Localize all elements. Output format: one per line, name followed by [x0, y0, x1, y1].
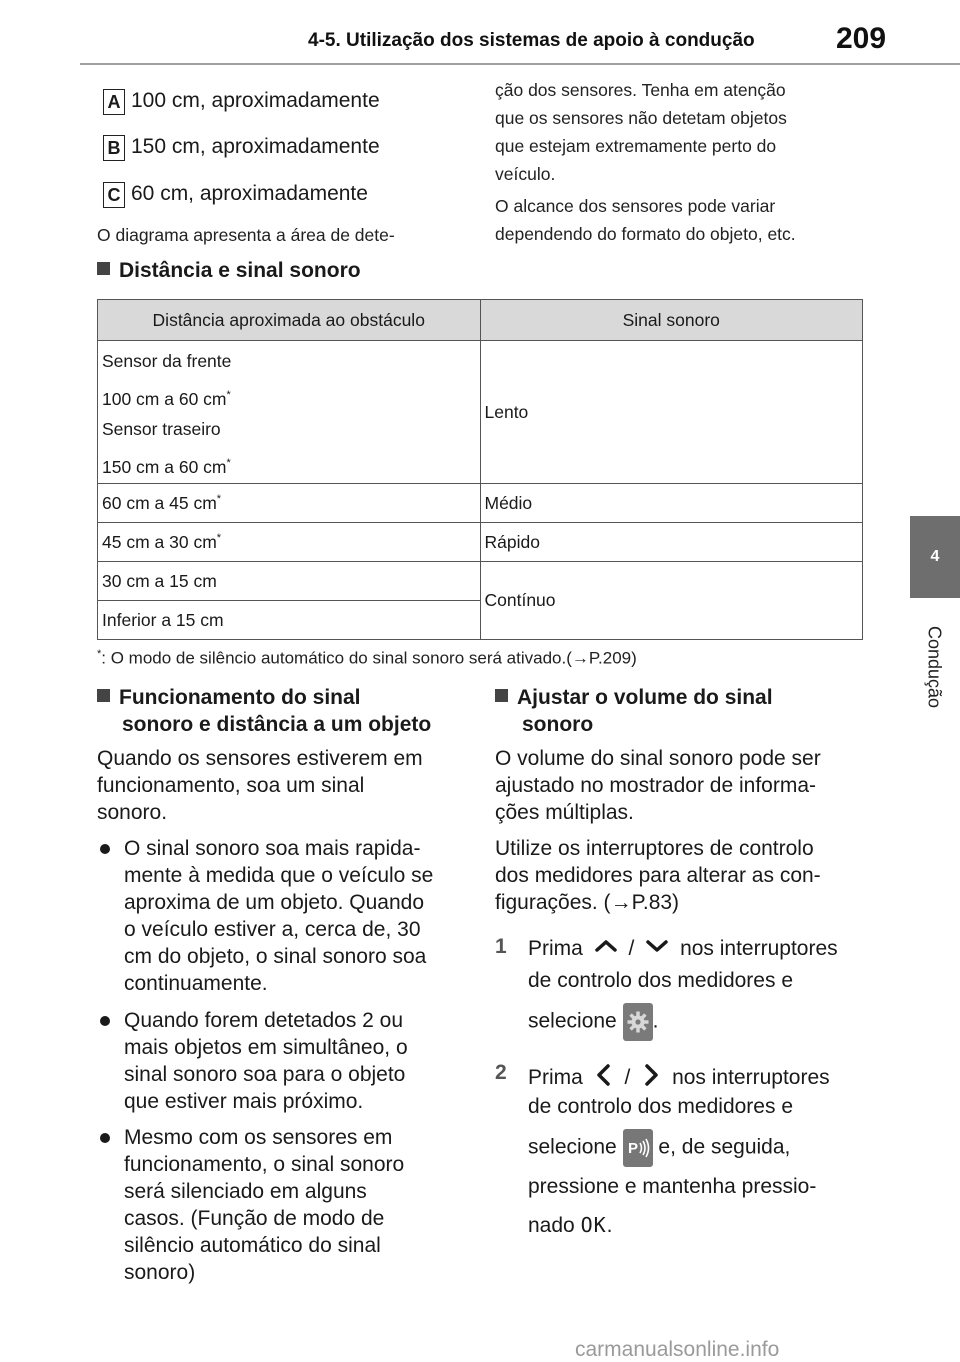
label-c-text: 60 cm, aproximadamente: [131, 182, 368, 205]
gear-icon: [623, 1003, 653, 1041]
para-line: figurações. (: [495, 891, 611, 914]
heading-line: Ajustar o volume do sinal: [517, 686, 773, 709]
step-text: nos interruptores: [672, 1066, 830, 1090]
intro-right-line: O alcance dos sensores pode variar: [495, 196, 776, 216]
intro-right-line: veículo.: [495, 164, 556, 184]
chevron-up-icon: [589, 936, 623, 963]
square-bullet-icon: [97, 689, 110, 702]
volume-paragraph-2: [495, 835, 821, 916]
table-cell-signal: Médio: [480, 484, 863, 523]
para-line: O volume do sinal sonoro pode ser: [495, 747, 821, 770]
svg-text:P: P: [627, 1140, 638, 1157]
chapter-label-text: Condução: [924, 625, 945, 709]
page-number: 209: [836, 22, 887, 55]
label-a-text: 100 cm, aproximadamente: [131, 89, 380, 112]
step-text: de controlo dos medidores e: [528, 969, 793, 992]
step-text: Prima: [528, 937, 583, 960]
label-b-text: 150 cm, aproximadamente: [131, 135, 380, 158]
step-text: .: [606, 1214, 613, 1237]
table-header-row: [98, 300, 863, 341]
footnote-text: : O modo de silêncio automático do sinal sonoro será ativado.(: [101, 648, 572, 668]
heading-line: sonoro: [522, 713, 594, 736]
parking-sensor-icon: [623, 1129, 653, 1167]
bullet-line: que estiver mais próximo.: [124, 1090, 364, 1113]
table-header-distance: Distância aproximada ao obstáculo: [98, 300, 481, 341]
bullet-line: continuamente.: [124, 972, 268, 995]
bullet-icon: [100, 1133, 110, 1143]
step-text: nos interruptores: [680, 937, 838, 960]
chapter-number: 4: [930, 548, 940, 565]
bullet-line: silêncio automático do sinal: [124, 1234, 381, 1257]
table-row: [98, 341, 863, 484]
step-text: Prima: [528, 1066, 583, 1090]
bullet-line: Quando forem detetados 2 ou: [124, 1009, 404, 1032]
step-1: [528, 935, 838, 1041]
bullet-line: sonoro): [124, 1261, 196, 1284]
step-number: 1: [495, 935, 507, 958]
para-line: funcionamento, soa um sinal: [97, 774, 365, 797]
bullet-line: o veículo estiver a, cerca de, 30: [124, 918, 421, 941]
step-2: [528, 1061, 830, 1239]
square-bullet-icon: [495, 689, 508, 702]
chapter-label: [914, 612, 954, 722]
table-header-signal: Sinal sonoro: [480, 300, 863, 341]
cell-text: 45 cm a 30 cm: [102, 531, 217, 552]
intro-right-line: que os sensores não detetam objetos: [495, 108, 787, 128]
chevron-left-icon: [589, 1061, 619, 1096]
table-cell-distance: [98, 484, 481, 523]
arrow-icon: →: [610, 891, 632, 914]
cell-line: Sensor traseiro: [102, 419, 221, 439]
header-divider: [80, 63, 960, 65]
label-c-box: C: [103, 182, 125, 208]
cell-line: Sensor da frente: [102, 351, 232, 371]
cell-text: 60 cm a 45 cm: [102, 492, 217, 513]
bullet-item: [124, 1124, 404, 1286]
beep-heading: [97, 684, 431, 738]
footnote-star: *: [97, 648, 102, 660]
bullet-icon: [100, 844, 110, 854]
para-line: ajustado no mostrador de informa-: [495, 774, 816, 797]
footnote: [97, 648, 637, 669]
bullet-line: O sinal sonoro soa mais rapida-: [124, 837, 421, 860]
page-ref: P.83): [631, 891, 680, 914]
cell-line-text: 150 cm a 60 cm: [102, 456, 227, 477]
arrow-icon: →: [571, 648, 589, 668]
step-text: selecione: [528, 1009, 617, 1033]
footnote-ref: P.209): [588, 648, 637, 668]
distance-heading-text: Distância e sinal sonoro: [119, 259, 361, 282]
table-cell-signal: Lento: [480, 341, 863, 484]
chapter-tab: [910, 516, 960, 598]
volume-heading: [495, 684, 773, 738]
label-b-box: B: [103, 135, 125, 161]
table-row: [98, 484, 863, 523]
distance-table: [97, 299, 863, 640]
step-text: .: [652, 1009, 659, 1033]
step-number: 2: [495, 1061, 507, 1084]
bullet-line: aproxima de um objeto. Quando: [124, 891, 425, 914]
heading-line: sonoro e distância a um objeto: [122, 713, 432, 736]
cell-line-text: 100 cm a 60 cm: [102, 388, 227, 409]
label-a-box: A: [103, 89, 125, 115]
bullet-line: Mesmo com os sensores em: [124, 1126, 393, 1149]
para-line: Quando os sensores estiverem em: [97, 747, 423, 770]
para-line: dos medidores para alterar as con-: [495, 864, 821, 887]
para-line: Utilize os interruptores de controlo: [495, 837, 814, 860]
bullet-line: casos. (Função de modo de: [124, 1207, 385, 1230]
bullet-item: [124, 835, 433, 997]
step-separator: /: [628, 937, 635, 960]
chevron-down-icon: [640, 936, 674, 963]
bullet-line: funcionamento, o sinal sonoro: [124, 1153, 405, 1176]
watermark: carmanualsonline.info: [575, 1338, 780, 1361]
bullet-line: cm do objeto, o sinal sonoro soa: [124, 945, 427, 968]
intro-left: O diagrama apresenta a área de dete-: [97, 225, 395, 245]
cell-line: [102, 446, 476, 480]
square-bullet-icon: [97, 262, 110, 275]
table-cell-distance: [98, 523, 481, 562]
table-cell-distance: [98, 341, 481, 484]
chevron-right-icon: [636, 1061, 666, 1096]
para-line: ções múltiplas.: [495, 801, 634, 824]
footnote-star: *: [226, 457, 231, 469]
table-row: [98, 523, 863, 562]
beep-paragraph: [97, 745, 423, 826]
section-title: 4-5. Utilização dos sistemas de apoio à condução: [308, 30, 755, 51]
volume-paragraph: [495, 745, 821, 826]
table-cell-signal: Contínuo: [480, 562, 863, 640]
footnote-star: *: [216, 531, 222, 544]
footnote-star: *: [226, 389, 231, 401]
step-text: e, de seguida,: [658, 1135, 791, 1159]
heading-line: Funcionamento do sinal: [119, 686, 361, 709]
step-text: nado: [528, 1214, 575, 1237]
bullet-line: mais objetos em simultâneo, o: [124, 1036, 408, 1059]
table-cell-distance: Inferior a 15 cm: [98, 601, 481, 640]
distance-heading: [97, 257, 361, 284]
step-text: selecione: [528, 1135, 617, 1159]
intro-right-line: dependendo do formato do objeto, etc.: [495, 224, 796, 244]
footnote-star: *: [216, 492, 222, 505]
cell-line: [102, 378, 476, 412]
intro-right-line: ção dos sensores. Tenha em atenção: [495, 80, 786, 100]
bullet-icon: [100, 1016, 110, 1026]
intro-right: [495, 76, 796, 248]
intro-right-line: que estejam extremamente perto do: [495, 136, 777, 156]
table-cell-signal: Rápido: [480, 523, 863, 562]
bullet-line: sinal sonoro soa para o objeto: [124, 1063, 406, 1086]
para-line: sonoro.: [97, 801, 168, 824]
step-text: de controlo dos medidores e: [528, 1095, 793, 1118]
bullet-item: [124, 1007, 408, 1115]
ok-symbol: OK: [580, 1213, 607, 1237]
bullet-line: será silenciado em alguns: [124, 1180, 367, 1203]
table-cell-distance: 30 cm a 15 cm: [98, 562, 481, 601]
bullet-line: mente à medida que o veículo se: [124, 864, 434, 887]
step-text: pressione e mantenha pressio-: [528, 1175, 817, 1198]
step-separator: /: [624, 1066, 631, 1090]
table-row: [98, 562, 863, 601]
